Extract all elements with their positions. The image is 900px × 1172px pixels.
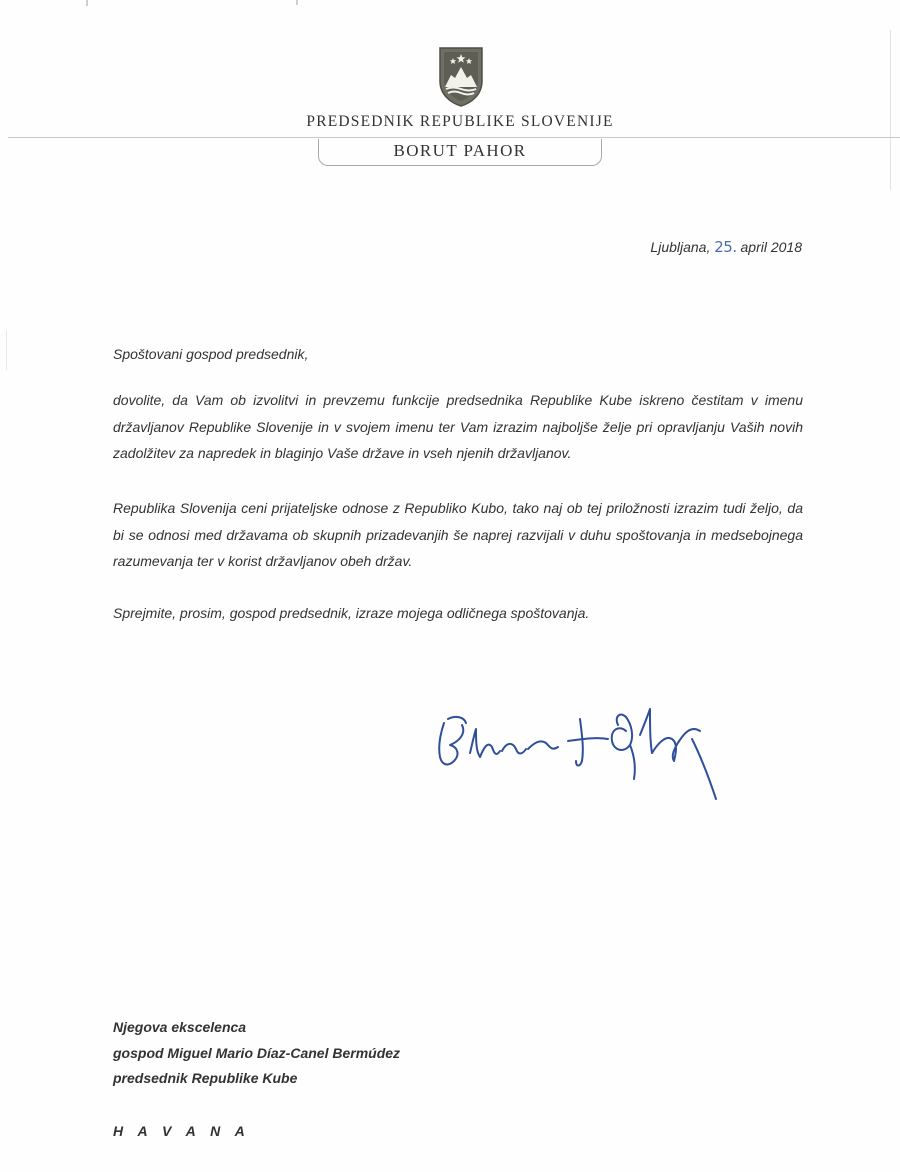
addressee-city: H A V A N A — [113, 1123, 251, 1139]
addressee-line: gospod Miguel Mario Díaz-Canel Bermúdez — [113, 1044, 401, 1061]
addressee-block — [113, 1015, 400, 1092]
body-paragraph: Republika Slovenija ceni prijateljske odnose z Republiko Kubo, tako naj ob tej priložnosti izrazim tudi željo, da bi se odnosi med državama ob skupnih prizadevanjih še naprej razvijali v duhu spoštovanja in medsebojnega razumevanja ter v korist državljanov obeh držav. — [113, 500, 803, 569]
body-paragraph: dovolite, da Vam ob izvolitvi in prevzemu funkcije predsednika Republike Kube iskreno čestitam v imenu državljanov Republike Slovenije in v svojem imenu ter Vam izrazim najboljše želje pri opravljanju Vaših novih zadolžitev za napredek in blaginjo Vaše države in vseh njenih državljanov. — [113, 392, 803, 461]
date-place: Ljubljana, — [650, 239, 711, 255]
president-name: BORUT PAHOR — [393, 141, 527, 160]
scan-mark — [890, 30, 891, 190]
handwritten-signature-icon — [430, 695, 740, 805]
salutation: Spoštovani gospod predsednik, — [113, 346, 309, 362]
date-day: 25. — [714, 238, 737, 256]
date-month-year: april 2018 — [740, 239, 802, 255]
addressee-line: predsednik Republike Kube — [113, 1070, 298, 1086]
closing-line: Sprejmite, prosim, gospod predsednik, izraze mojega odličnega spoštovanja. — [113, 605, 590, 621]
scan-mark — [86, 0, 88, 6]
scan-mark — [6, 330, 7, 370]
scan-mark — [296, 0, 298, 5]
slovenian-coat-of-arms-icon — [437, 45, 485, 107]
office-title: PREDSEDNIK REPUBLIKE SLOVENIJE — [306, 113, 614, 130]
letterhead-rule — [8, 137, 900, 138]
date-line — [650, 238, 802, 256]
addressee-line: Njegova ekscelenca — [113, 1019, 247, 1035]
